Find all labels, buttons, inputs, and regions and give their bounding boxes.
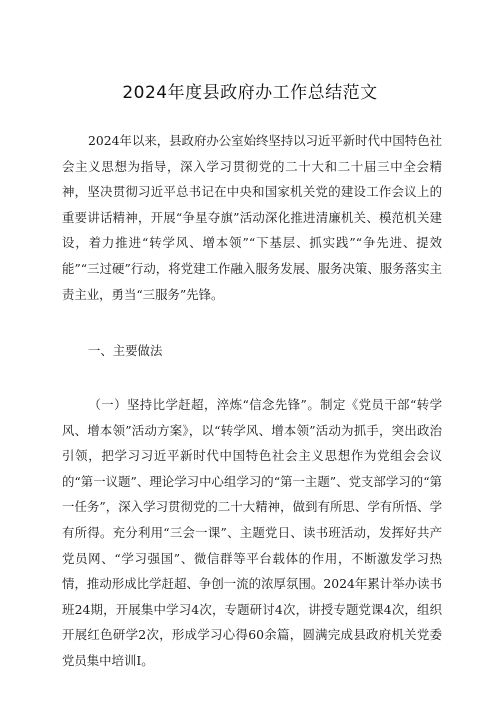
body-paragraph-text: （一）坚持比学赶超，淬炼“信念先锋”。制定《党员干部“转学风、增本领”活动方案》，以“转学风、增本领”活动为抓手，突出政治引领，把学习习近平新时代中国特色社会主义思想作为党组会会议的“第一议题”、理论学习中心组学习的“第一主题”、党支部学习的“第一任务”，深入学习贯彻党的二十大精神，做到有所思、学有所悟、学有所得。充分利用“三会一课”、主题党日、读书班活动，发挥好共产党员网、“学习强国”、微信群等平台载体的作用，不断激发学习热情，推动形成比学赶超、争创一流的浓厚氛围。2024年累计举办读书班24期，开展集中学习4次，专题研讨4次，讲授专题党课4次，组织开展红色研学2次，形成学习心得60余篇，圆满完成县政府机关党委党员集中培训I。 xyxy=(62,397,442,668)
section-heading: 一、主要做法 xyxy=(88,343,163,358)
document-title: 2024年度县政府办工作总结范文 xyxy=(122,83,378,103)
intro-paragraph-text: 2024年以来，县政府办公室始终坚持以习近平新时代中国特色社会主义思想为指导，深入学习贯彻党的二十大和二十届三中全会精神，坚决贯彻习近平总书记在中央和国家机关党的建设工作会议上的重要讲话精神，开展“争星夺旗”活动深化推进清廉机关、模范机关建设，着力推进“转学风、增本领”“下基层、抓实践”“争先进、提效能”“三过硬”行动，将党建工作融入服务发展、服务决策、服务落实主责主业，勇当“三服务”先锋。 xyxy=(62,133,442,302)
body-paragraph xyxy=(62,392,442,674)
intro-paragraph xyxy=(62,128,442,307)
